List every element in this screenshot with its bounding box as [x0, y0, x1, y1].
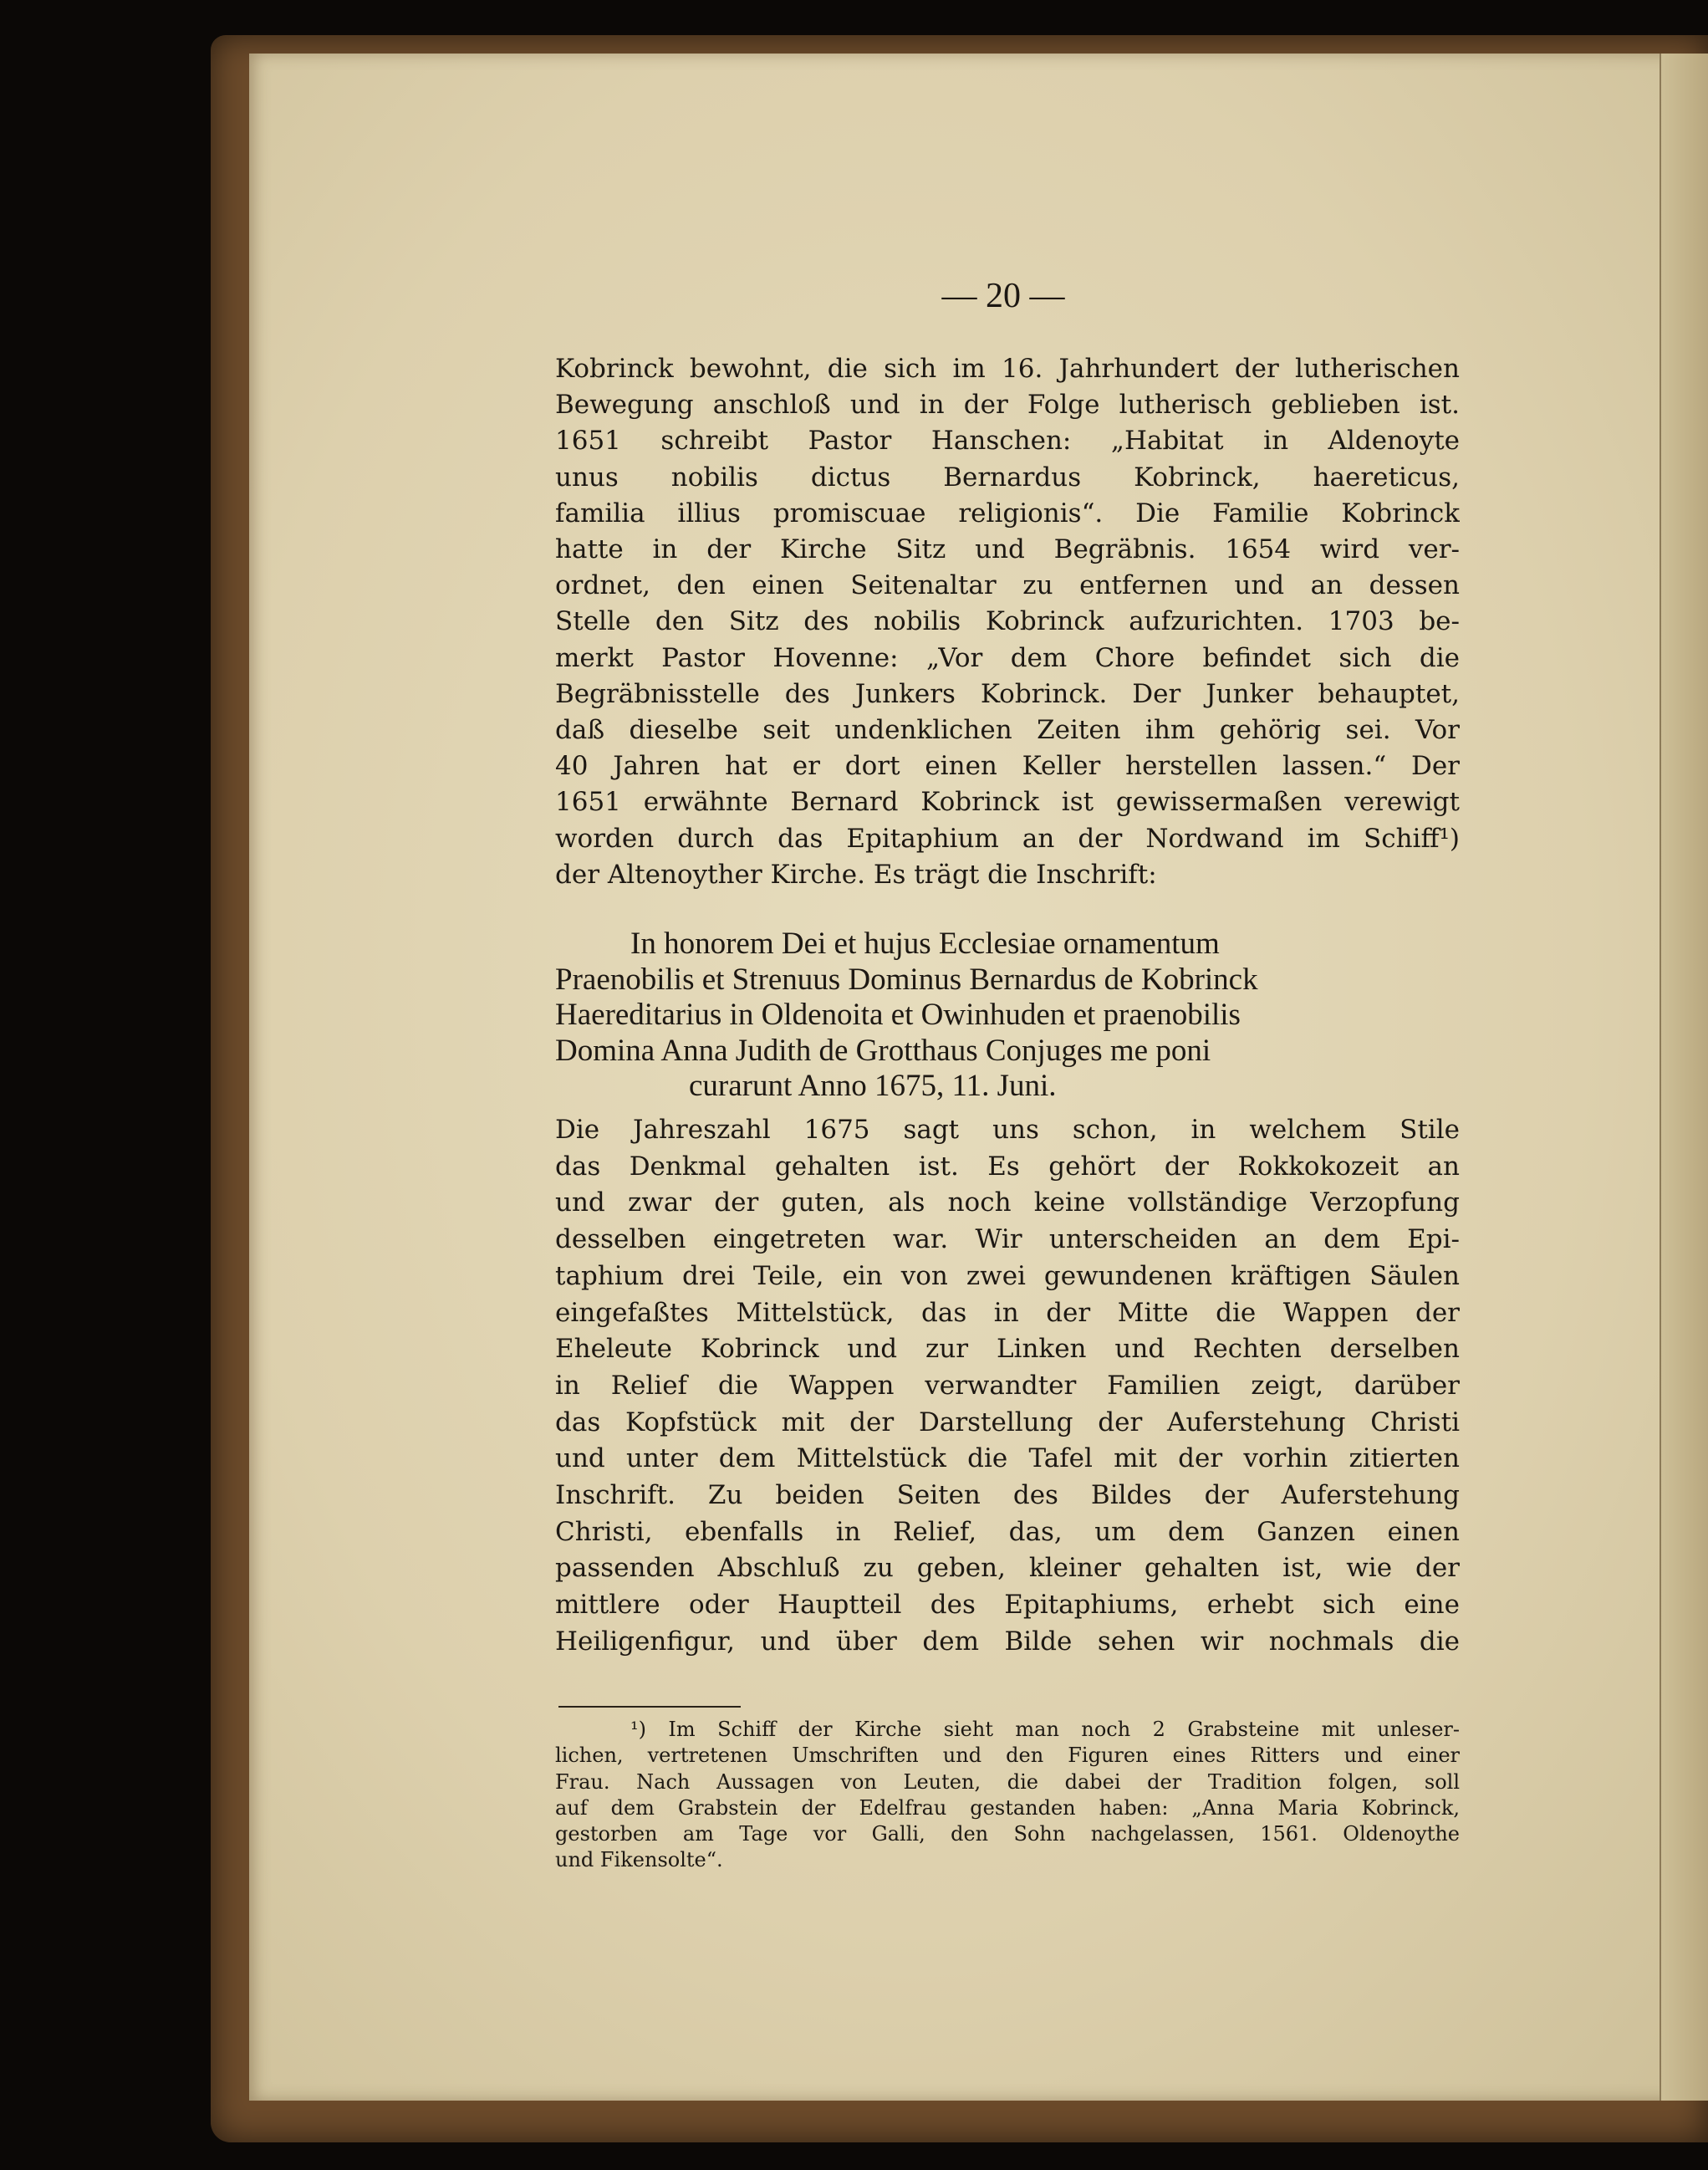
footnote-line: Frau. Nach Aussagen von Leuten, die dabei der Tradition folgen, soll: [555, 1769, 1460, 1794]
text-line: 1651 erwähnte Bernard Kobrinck ist gewissermaßen verewigt: [555, 787, 1460, 818]
text-line: 1651 schreibt Pastor Hanschen: „Habitat in Aldenoyte: [555, 426, 1460, 457]
paragraph-2: [555, 1112, 1460, 1661]
footnote-line: und Fikensolte“.: [555, 1848, 723, 1872]
text-line: Begräbnisstelle des Junkers Kobrinck. Der Junker behauptet,: [555, 678, 1460, 709]
text-line: ordnet, den einen Seitenaltar zu entfernen und an dessen: [555, 570, 1460, 601]
page-edge: [1660, 54, 1708, 2101]
inscription-block: [555, 927, 1460, 1105]
inscription-line: In honorem Dei et hujus Ecclesiae ornamentum: [630, 927, 1220, 961]
text-line: der Altenoyther Kirche. Es trägt die Inschrift:: [555, 859, 1157, 890]
text-line: merkt Pastor Hovenne: „Vor dem Chore befindet sich die: [555, 642, 1460, 673]
footnote-line: gestorben am Tage vor Galli, den Sohn nachgelassen, 1561. Oldenoythe: [555, 1822, 1460, 1846]
text-line: Eheleute Kobrinck und zur Linken und Rechten derselben: [555, 1334, 1460, 1365]
text-line: Bewegung anschloß und in der Folge lutherisch geblieben ist.: [555, 390, 1460, 421]
paragraph-1: [555, 351, 1460, 893]
text-line: taphium drei Teile, ein von zwei gewundenen kräftigen Säulen: [555, 1260, 1460, 1291]
text-line: desselben eingetreten war. Wir unterscheiden an dem Epi-: [555, 1224, 1460, 1255]
text-line: das Kopfstück mit der Darstellung der Auferstehung Christi: [555, 1407, 1460, 1437]
text-line: 40 Jahren hat er dort einen Keller herstellen lassen.“ Der: [555, 751, 1460, 782]
footnote-divider: [558, 1706, 741, 1708]
footnote-line: auf dem Grabstein der Edelfrau gestanden haben: „Anna Maria Kobrinck,: [555, 1795, 1460, 1820]
text-line: Kobrinck bewohnt, die sich im 16. Jahrhundert der lutherischen: [555, 354, 1460, 384]
text-line: Christi, ebenfalls in Relief, das, um dem Ganzen einen: [555, 1516, 1460, 1547]
inscription-line: curarunt Anno 1675, 11. Juni.: [689, 1069, 1057, 1104]
text-line: passenden Abschluß zu geben, kleiner gehalten ist, wie der: [555, 1553, 1460, 1584]
text-line: und unter dem Mittelstück die Tafel mit der vorhin zitierten: [555, 1443, 1460, 1474]
text-line: Stelle den Sitz des nobilis Kobrinck aufzurichten. 1703 be-: [555, 606, 1460, 637]
text-line: das Denkmal gehalten ist. Es gehört der Rokkokozeit an: [555, 1151, 1460, 1182]
text-line: Heiligenfigur, und über dem Bilde sehen wir nochmals die: [555, 1626, 1460, 1657]
text-line: worden durch das Epitaphium an der Nordwand im Schiff¹): [555, 823, 1460, 854]
text-line: Inschrift. Zu beiden Seiten des Bildes der Auferstehung: [555, 1480, 1460, 1511]
text-line: Die Jahreszahl 1675 sagt uns schon, in welchem Stile: [555, 1115, 1460, 1145]
text-line: hatte in der Kirche Sitz und Begräbnis. 1654 wird ver-: [555, 534, 1460, 565]
text-line: daß dieselbe seit undenklichen Zeiten ihm gehörig sei. Vor: [555, 715, 1460, 746]
text-line: mittlere oder Hauptteil des Epitaphiums, erhebt sich eine: [555, 1590, 1460, 1621]
inscription-line: Haereditarius in Oldenoita et Owinhuden et praenobilis: [555, 998, 1241, 1033]
inscription-line: Domina Anna Judith de Grotthaus Conjuges me poni: [555, 1033, 1211, 1068]
page-number: — 20 —: [941, 277, 1065, 315]
text-line: in Relief die Wappen verwandter Familien zeigt, darüber: [555, 1370, 1460, 1401]
footnote-line: lichen, vertretenen Umschriften und den Figuren eines Ritters und einer: [555, 1744, 1460, 1768]
text-line: und zwar der guten, als noch keine vollständige Verzopfung: [555, 1187, 1460, 1218]
text-line: eingefaßtes Mittelstück, das in der Mitte die Wappen der: [555, 1297, 1460, 1328]
footnote: [555, 1717, 1460, 1874]
text-line: unus nobilis dictus Bernardus Kobrinck, haereticus,: [555, 462, 1460, 493]
text-line: familia illius promiscuae religionis“. Die Familie Kobrinck: [555, 498, 1460, 528]
inscription-line: Praenobilis et Strenuus Dominus Bernardus de Kobrinck: [555, 962, 1258, 997]
footnote-line: ¹) Im Schiff der Kirche sieht man noch 2 Grabsteine mit unleser-: [630, 1718, 1460, 1741]
